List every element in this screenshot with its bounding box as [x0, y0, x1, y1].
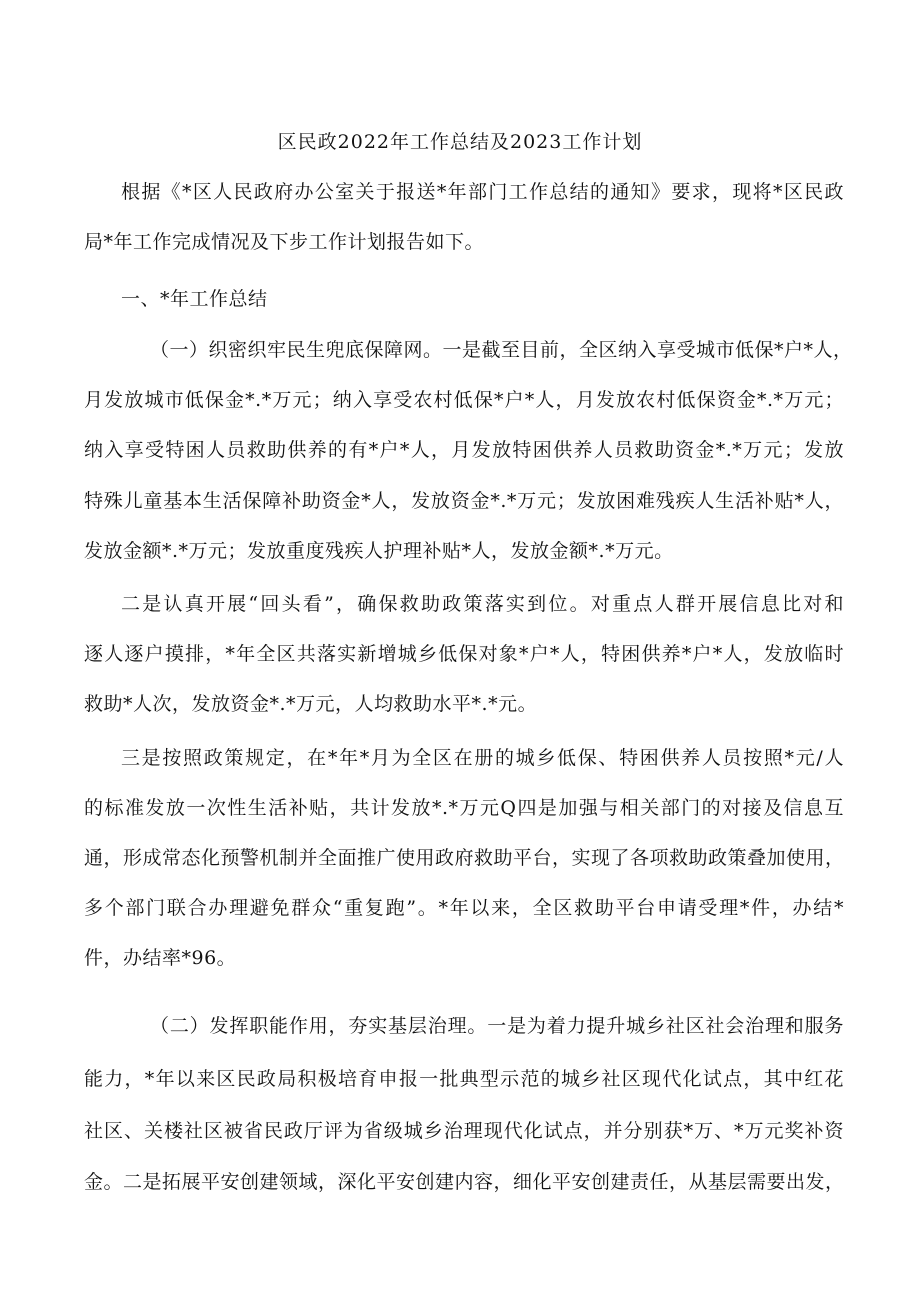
paragraph-line: 能力，*年以来区民政局积极培育申报一批典型示范的城乡社区现代化试点，其中红花: [84, 1068, 844, 1090]
paragraph-line: 救助*人次，发放资金*.*万元，人均救助水平*.*元。: [84, 693, 538, 715]
paragraph-line: 通，形成常态化预警机制并全面推广使用政府救助平台，实现了各项救助政策叠加使用，: [84, 847, 845, 869]
paragraph-line: 纳入享受特困人员救助供养的有*户*人，月发放特困供养人员救助资金*.*万元；发放: [84, 439, 844, 461]
paragraph-line: 社区、关楼社区被省民政厅评为省级城乡治理现代化试点，并分别获*万、*万元奖补资: [84, 1120, 844, 1142]
section-heading: 一、*年工作总结: [121, 288, 268, 310]
paragraph-line: （二）发挥职能作用，夯实基层治理。一是为着力提升城乡社区社会治理和服务: [150, 1015, 844, 1037]
paragraph-line: 多个部门联合办理避免群众“重复跑”。*年以来，全区救助平台申请受理*件，办结*: [84, 897, 844, 919]
paragraph-line: 三是按照政策规定，在*年*月为全区在册的城乡低保、特困供养人员按照*元/人: [121, 747, 844, 769]
paragraph-line: 月发放城市低保金*.*万元；纳入享受农村低保*户*人，月发放农村低保资金*.*万元；: [84, 389, 844, 411]
paragraph-line: 根据《*区人民政府办公室关于报送*年部门工作总结的通知》要求，现将*区民政: [121, 181, 844, 203]
document-title: 区民政2022年工作总结及2023工作计划: [277, 131, 643, 153]
paragraph-line: 局*年工作完成情况及下步工作计划报告如下。: [84, 231, 485, 253]
paragraph-line: 金。二是拓展平安创建领域，深化平安创建内容，细化平安创建责任，从基层需要出发，: [84, 1171, 845, 1193]
paragraph-line: 特殊儿童基本生活保障补助资金*人，发放资金*.*万元；发放困难残疾人生活补贴*人，: [84, 490, 844, 512]
paragraph-line: 发放金额*.*万元；发放重度残疾人护理补贴*人，发放金额*.*万元。: [84, 540, 674, 562]
paragraph-line: 逐人逐户摸排，*年全区共落实新增城乡低保对象*户*人，特困供养*户*人，发放临时: [84, 643, 844, 665]
paragraph-line: （一）织密织牢民生兜底保障网。一是截至目前，全区纳入享受城市低保*户*人，: [150, 339, 853, 361]
paragraph-line: 二是认真开展“回头看”，确保救助政策落实到位。对重点人群开展信息比对和: [121, 593, 844, 615]
paragraph-line: 件，办结率*96。: [84, 947, 237, 969]
paragraph-line: 的标准发放一次性生活补贴，共计发放*.*万元Q四是加强与相关部门的对接及信息互: [84, 797, 844, 819]
